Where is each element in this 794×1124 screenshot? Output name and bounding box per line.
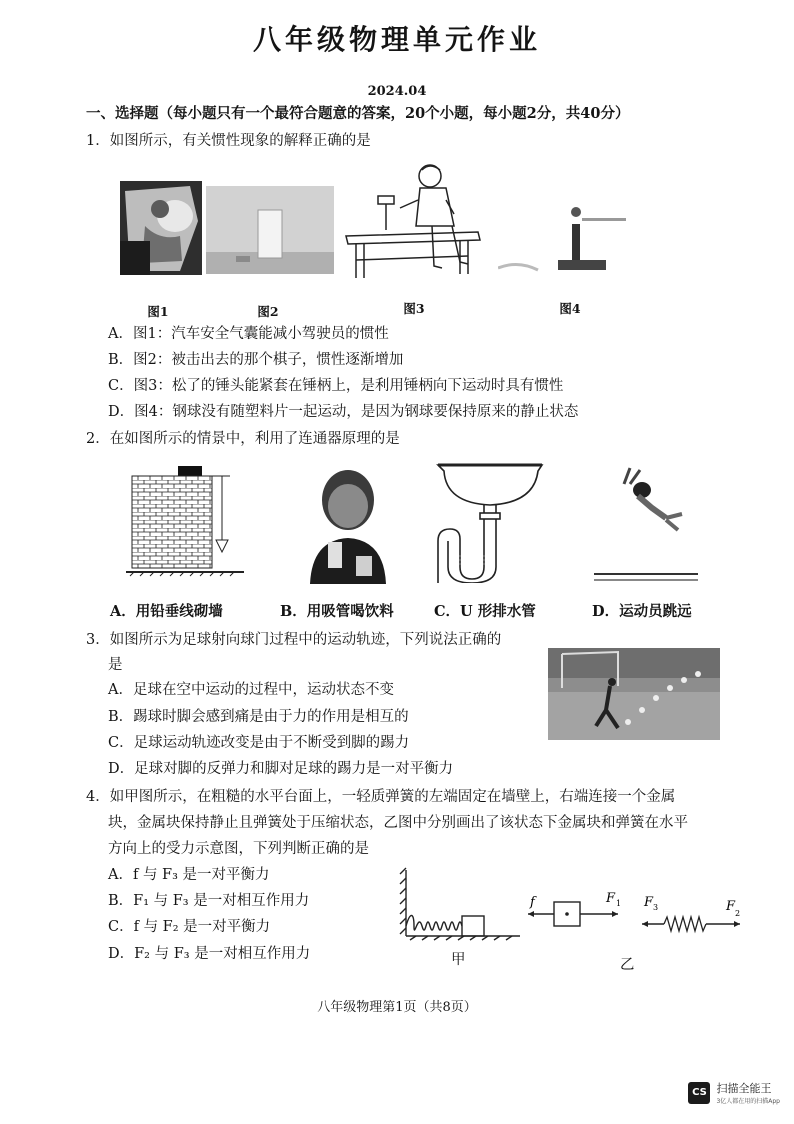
q2-option-c: C．U 形排水管	[434, 603, 536, 620]
q4-option-b: B．F₁ 与 F₃ 是一对相互作用力	[108, 893, 310, 909]
fig2-checkers-photo	[206, 186, 334, 274]
q3-option-c: C．足球运动轨迹改变是由于不断受到脚的踢力	[108, 735, 410, 751]
q1-option-a: A．图1：汽车安全气囊能减小驾驶员的惯性	[108, 326, 389, 342]
q1-stem: 1．如图所示，有关惯性现象的解释正确的是	[86, 133, 371, 149]
fig4-label: 图4	[559, 301, 581, 316]
q3-option-d: D．足球对脚的反弹力和脚对足球的踢力是一对平衡力	[108, 761, 454, 777]
force-F1-label: F	[606, 891, 616, 906]
force-F2-subscript: 2	[735, 909, 741, 918]
fig1-airbag-photo	[120, 181, 202, 275]
date: 2024.04	[367, 84, 427, 99]
q3-soccer-photo	[548, 648, 720, 740]
q4-stem-line1: 4．如甲图所示，在粗糙的水平台面上，一轻质弹簧的左端固定在墙壁上，右端连接一个金属	[86, 789, 676, 805]
q4-fig-yi-force-diagrams	[524, 888, 754, 940]
q2-option-a: A．用铅垂线砌墙	[110, 603, 223, 620]
q4-option-c: C．f 与 F₂ 是一对平衡力	[108, 919, 271, 935]
scanner-tagline: 3亿人都在用的扫描App	[716, 1098, 780, 1105]
force-F3-label: F	[644, 895, 654, 910]
q4-fig-jia-spring-block	[396, 866, 522, 944]
q4-stem-line2: 块，金属块保持静止且弹簧处于压缩状态，乙图中分别画出了该状态下金属块和弹簧在水平	[108, 815, 688, 831]
force-F1-subscript: 1	[616, 899, 622, 908]
q4-option-a: A．f 与 F₃ 是一对平衡力	[108, 867, 270, 883]
force-F3-subscript: 3	[653, 903, 659, 912]
q4-fig-jia-label: 甲	[451, 952, 466, 968]
q4-option-d: D．F₂ 与 F₃ 是一对相互作用力	[108, 946, 311, 962]
q2-brick-wall-drawing	[126, 464, 244, 580]
page-footer: 八年级物理第1页（共8页）	[317, 1000, 477, 1015]
cs-logo-icon: CS	[688, 1082, 710, 1104]
q2-option-d: D．运动员跳远	[592, 603, 692, 620]
q1-option-b: B．图2：被击出去的那个棋子，惯性逐渐增加	[108, 352, 404, 368]
scanner-watermark	[688, 1080, 780, 1105]
scanner-name: 扫描全能王	[716, 1082, 772, 1095]
fig2-label: 图2	[257, 304, 279, 319]
fig3-hammer-drawing	[342, 160, 484, 286]
q1-option-d: D．图4：钢球没有随塑料片一起运动，是因为钢球要保持原来的静止状态	[108, 404, 579, 420]
fig1-label: 图1	[147, 304, 169, 319]
force-F2-label: F	[726, 899, 736, 914]
q2-option-b: B．用吸管喝饮料	[280, 603, 394, 620]
q2-boy-straw-photo	[300, 460, 396, 584]
section-header: 一、选择题（每小题只有一个最符合题意的答案，20个小题，每小题2分，共40分）	[86, 105, 630, 122]
force-f-label: f	[530, 895, 535, 910]
fig4-ball-post-photo	[498, 200, 626, 280]
q3-stem-line2: 是	[108, 657, 123, 673]
q3-option-a: A．足球在空中运动的过程中，运动状态不变	[108, 682, 394, 698]
page-title: 八年级物理单元作业	[252, 23, 541, 56]
fig3-label: 图3	[403, 301, 425, 316]
q1-option-c: C．图3：松了的锤头能紧套在锤柄上，是利用锤柄向下运动时具有惯性	[108, 378, 564, 394]
q4-fig-yi-label: 乙	[620, 957, 635, 973]
q2-stem: 2．在如图所示的情景中，利用了连通器原理的是	[86, 431, 400, 447]
q4-stem-line3: 方向上的受力示意图，下列判断正确的是	[108, 841, 369, 857]
q2-long-jump-photo	[590, 462, 700, 584]
q3-stem-line1: 3．如图所示为足球射向球门过程中的运动轨迹，下列说法正确的	[86, 632, 502, 648]
q2-u-drain-drawing	[434, 459, 548, 583]
q3-option-b: B．踢球时脚会感到痛是由于力的作用是相互的	[108, 709, 409, 725]
